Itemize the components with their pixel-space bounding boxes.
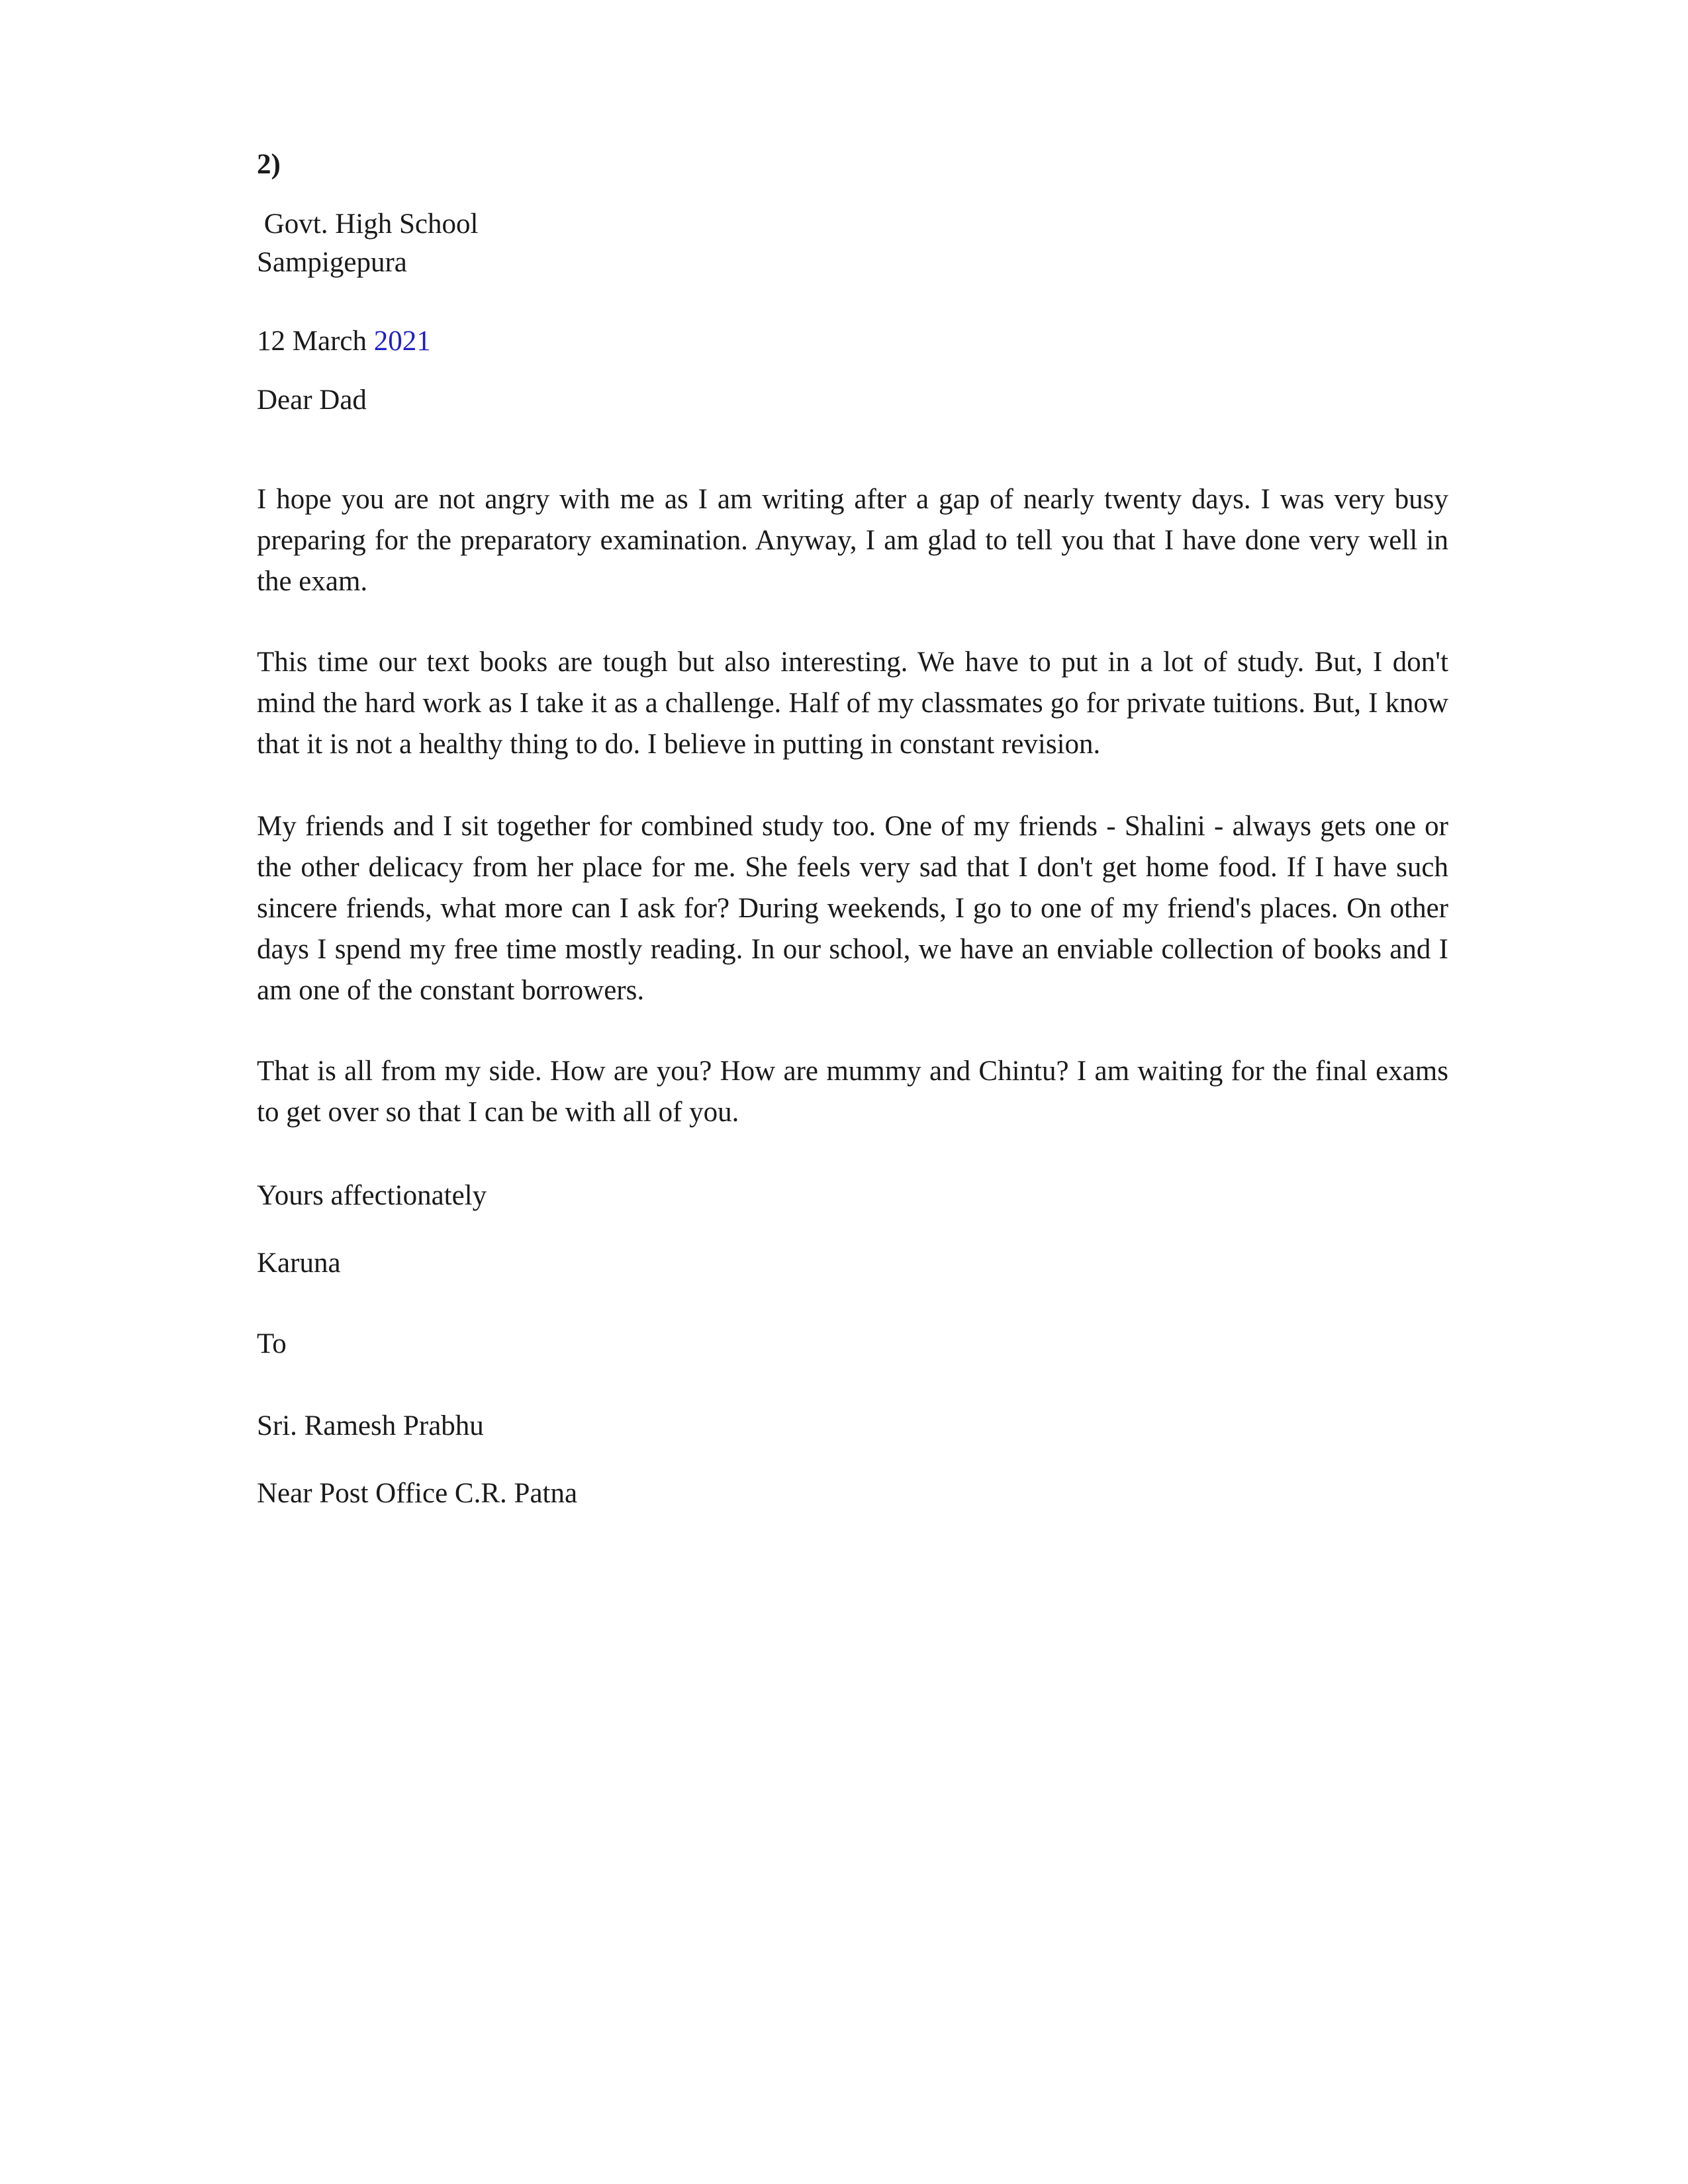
- sender-address-line-2: Sampigepura: [257, 247, 407, 278]
- date-year: 2021: [373, 326, 431, 357]
- body-paragraph-2: This time our text books are tough but also interesting. We have to put in a lot of study. But, I don't mind the hard work as I take it as a challenge. Half of my classmates go for private tuitions. But, I know that it is not a healthy thing to do. I believe in putting in constant revision.: [257, 647, 1448, 760]
- sender-address-line-1-text: Govt. High School: [263, 208, 479, 240]
- body-paragraph-1: I hope you are not angry with me as I am writing after a gap of nearly twenty days. I was very busy preparing for the preparatory examination. Anyway, I am glad to tell you that I have done very well in the exam.: [257, 484, 1448, 597]
- signature: Karuna: [257, 1248, 341, 1279]
- to-label: To: [257, 1328, 287, 1359]
- sender-address-line-1: [257, 204, 478, 245]
- body-paragraph-4: That is all from my side. How are you? How are mummy and Chintu? I am waiting for the final exams to get over so that I can be with all of you.: [257, 1056, 1448, 1128]
- date-day-month: 12 March: [257, 326, 367, 357]
- salutation: Dear Dad: [257, 385, 367, 416]
- recipient-address: Near Post Office C.R. Patna: [257, 1478, 578, 1509]
- question-number: 2): [257, 149, 281, 180]
- closing: Yours affectionately: [257, 1180, 487, 1211]
- body-paragraph-3: My friends and I sit together for combined study too. One of my friends - Shalini - always gets one or the other delicacy from her place for me. She feels very sad that I don't get home food. If I have such sincere friends, what more can I ask for? During weekends, I go to one of my friend's places. On other days I spend my free time mostly reading. In our school, we have an enviable collection of books and I am one of the constant borrowers.: [257, 811, 1448, 1006]
- recipient-name: Sri. Ramesh Prabhu: [257, 1410, 484, 1441]
- letter-date: [257, 321, 431, 362]
